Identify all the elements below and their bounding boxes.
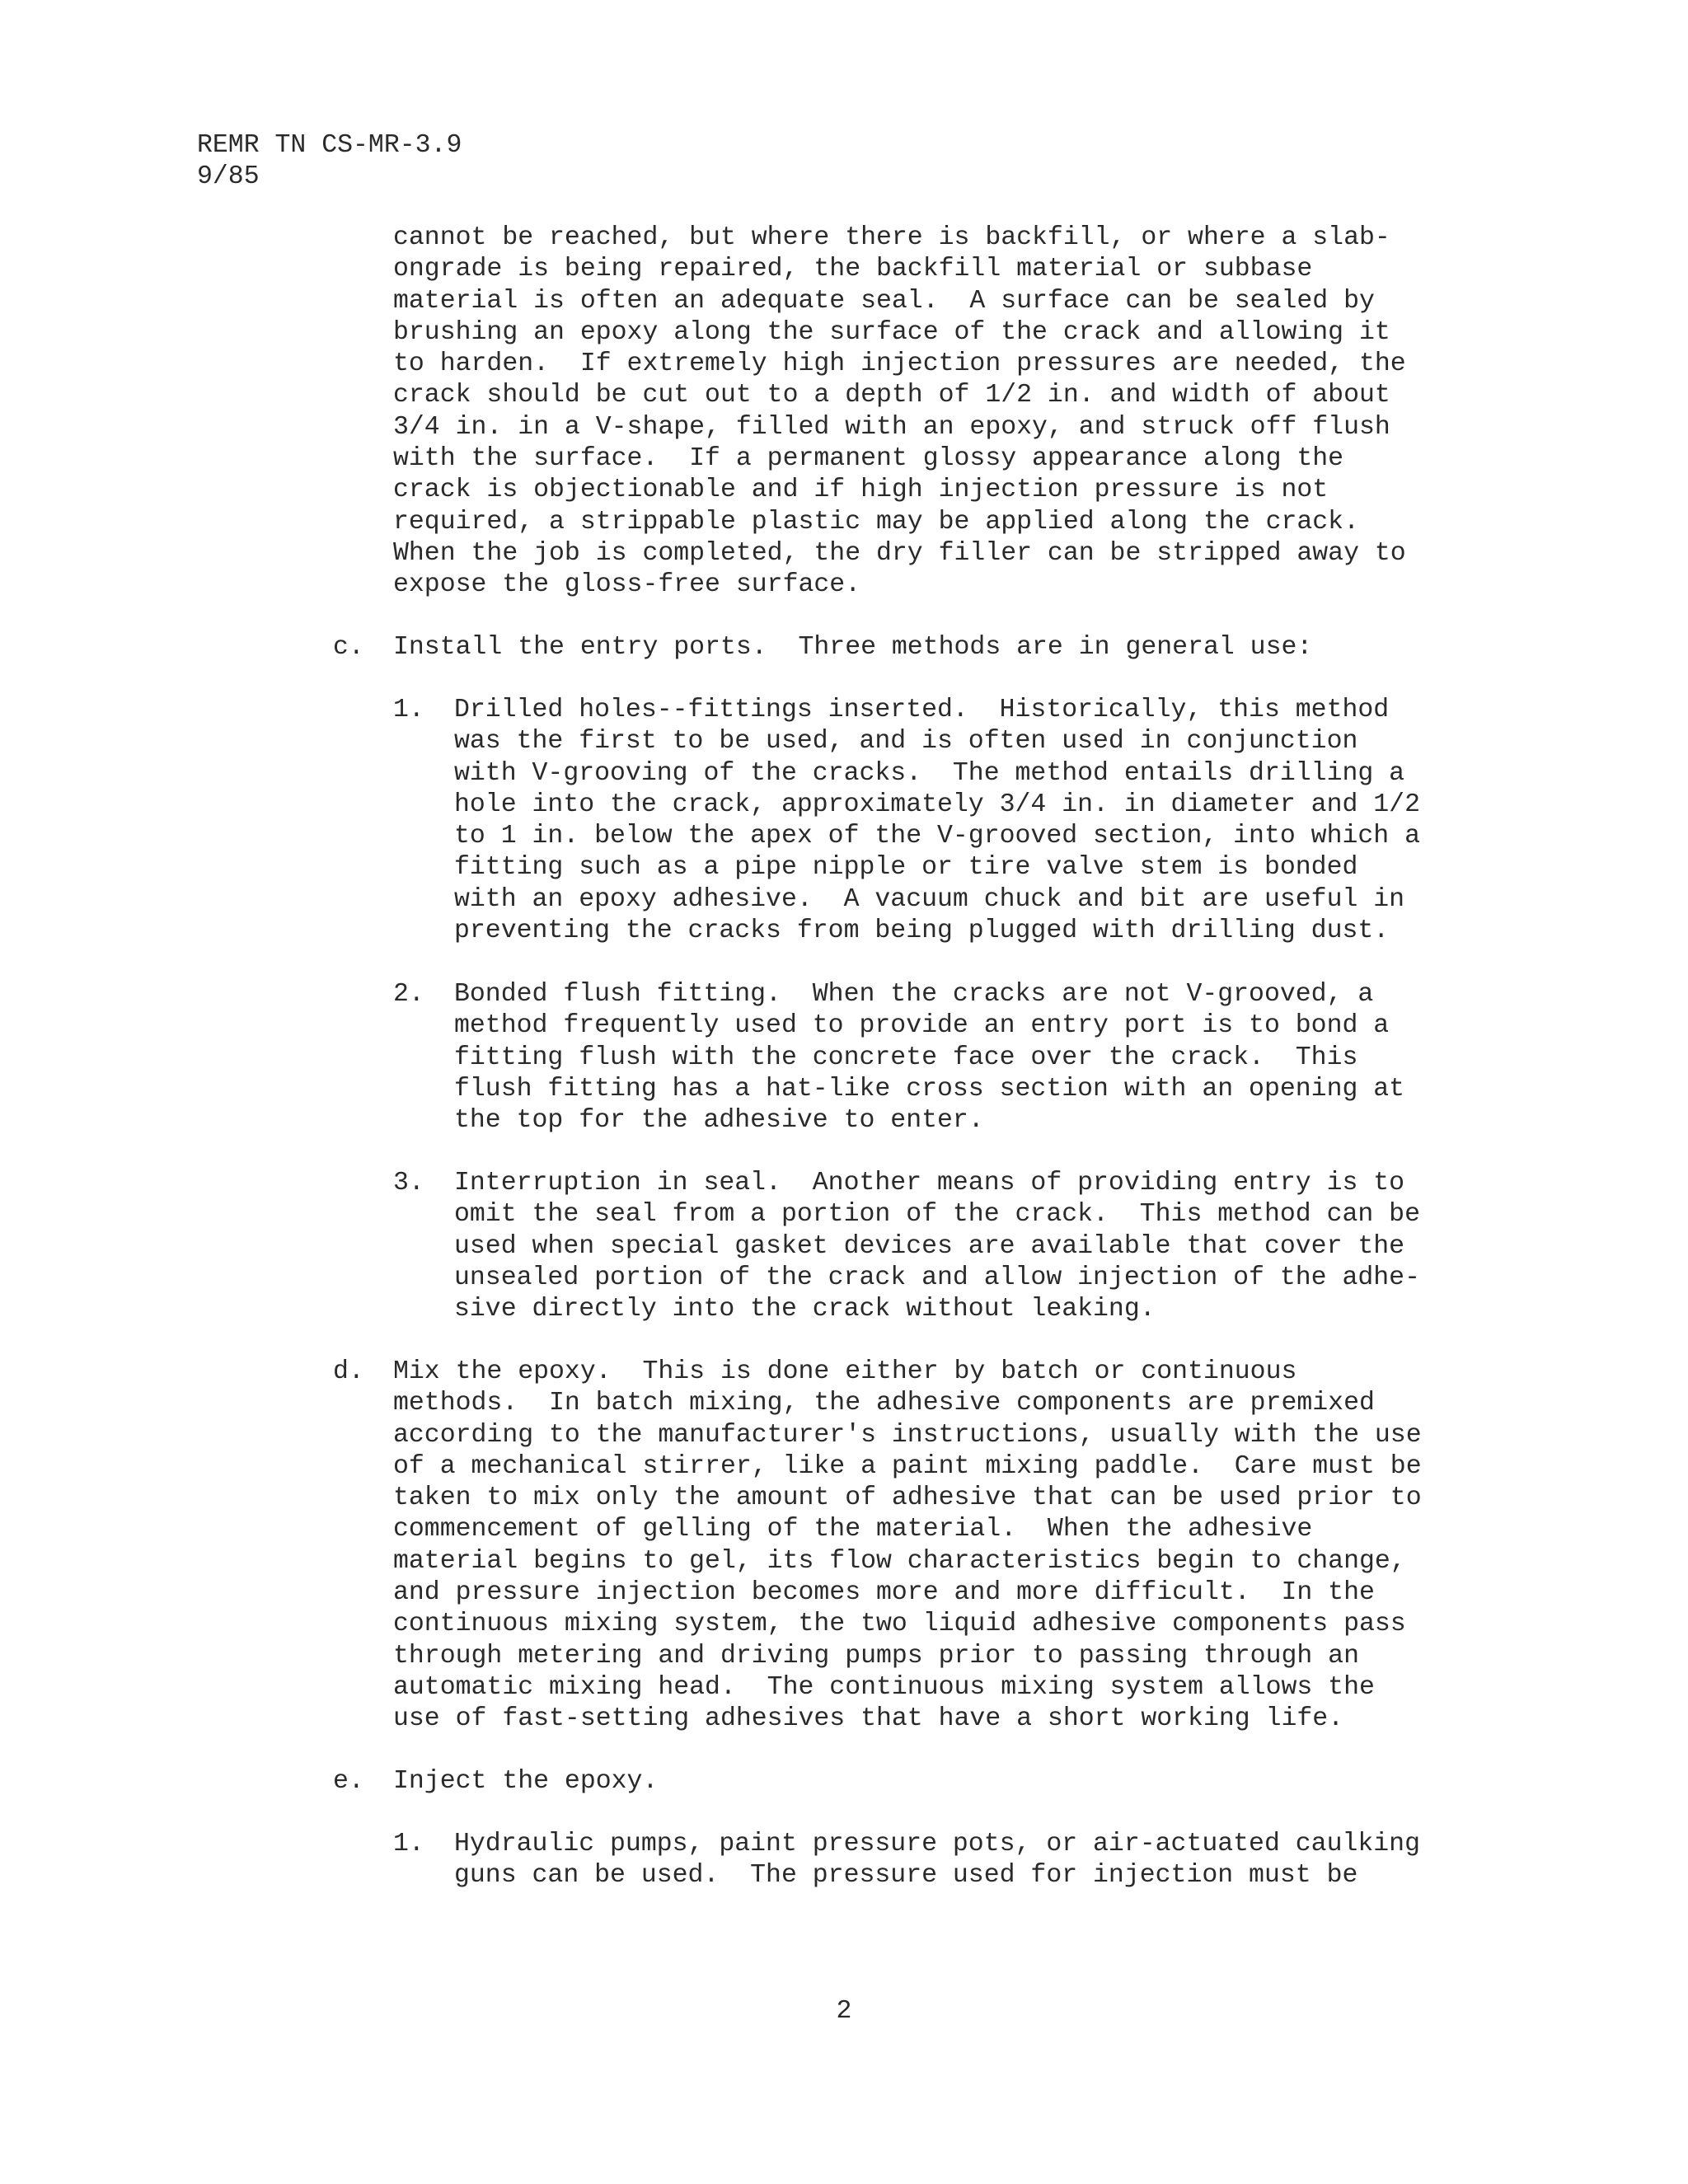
paragraph-line: cannot be reached, but where there is backfill, or where a slab- — [393, 223, 1390, 252]
subitem-line: used when special gasket devices are available that cover the — [454, 1231, 1405, 1261]
document-id: REMR TN CS-MR-3.9 — [197, 131, 462, 160]
subitem-line: sive directly into the crack without leaking. — [454, 1295, 1156, 1324]
paragraph-line: 3/4 in. in a V-shape, filled with an epoxy, and struck off flush — [393, 412, 1390, 442]
step-line: through metering and driving pumps prior to passing through an — [393, 1641, 1359, 1671]
subitem-line: with V-grooving of the cracks. The method entails drilling a — [454, 758, 1405, 788]
paragraph-line: crack is objectionable and if high injection pressure is not — [393, 476, 1329, 505]
paragraph-line: When the job is completed, the dry filler can be stripped away to — [393, 538, 1406, 568]
subitem-line: Interruption in seal. Another means of providing entry is to — [454, 1169, 1405, 1197]
subitem-line: with an epoxy adhesive. A vacuum chuck and bit are useful in — [454, 884, 1405, 914]
subitem-line: fitting such as a pipe nipple or tire valve stem is bonded — [454, 853, 1358, 883]
subitem-line: fitting flush with the concrete face over the crack. This — [454, 1043, 1358, 1072]
subitem-line: Hydraulic pumps, paint pressure pots, or air-actuated caulking — [454, 1830, 1420, 1858]
step-line: and pressure injection becomes more and more difficult. In the — [393, 1578, 1375, 1608]
step-c-sub3-text — [454, 1168, 1420, 1325]
step-line: Install the entry ports. Three methods are in general use: — [393, 633, 1313, 662]
step-e-text — [393, 1766, 658, 1797]
step-c-sub1-label: 1. — [393, 696, 424, 724]
subitem-line: hole into the crack, approximately 3/4 in. in diameter and 1/2 — [454, 790, 1420, 819]
step-line: Inject the epoxy. — [393, 1767, 659, 1796]
page-number: 2 — [836, 1997, 852, 2026]
subitem-line: unsealed portion of the crack and allow injection of the adhe- — [454, 1263, 1420, 1292]
paragraph-line: with the surface. If a permanent glossy appearance along the — [393, 444, 1344, 474]
subitem-line: Bonded flush fitting. When the cracks are not V-grooved, a — [454, 980, 1374, 1009]
step-line: taken to mix only the amount of adhesive that can be used prior to — [393, 1483, 1422, 1513]
step-line: commencement of gelling of the material. When the adhesive — [393, 1515, 1313, 1544]
step-line: of a mechanical stirrer, like a paint mixing paddle. Care must be — [393, 1451, 1422, 1481]
continuation-paragraph — [393, 223, 1406, 602]
subitem-line: omit the seal from a portion of the crack. This method can be — [454, 1200, 1420, 1230]
paragraph-line: required, a strippable plastic may be applied along the crack. — [393, 507, 1359, 537]
step-e-sub1-label: 1. — [393, 1830, 424, 1858]
document-header — [197, 130, 462, 193]
subitem-line: flush fitting has a hat-like cross section with an opening at — [454, 1074, 1405, 1104]
paragraph-line: to harden. If extremely high injection pressures are needed, the — [393, 349, 1406, 379]
paragraph-line: expose the gloss-free surface. — [393, 570, 861, 600]
paragraph-line: brushing an epoxy along the surface of the crack and allowing it — [393, 317, 1390, 347]
subitem-line: the top for the adhesive to enter. — [454, 1106, 984, 1136]
subitem-line: guns can be used. The pressure used for injection must be — [454, 1861, 1358, 1891]
paragraph-line: material is often an adequate seal. A surface can be sealed by — [393, 286, 1375, 316]
step-c-text — [393, 632, 1312, 663]
subitem-line: method frequently used to provide an entry port is to bond a — [454, 1011, 1390, 1041]
step-c-sub3-label: 3. — [393, 1169, 424, 1197]
step-d-text — [393, 1357, 1422, 1736]
step-c-sub2-label: 2. — [393, 980, 424, 1009]
paragraph-line: ongrade is being repaired, the backfill material or subbase — [393, 255, 1313, 284]
step-line: Mix the epoxy. This is done either by batch or continuous — [393, 1357, 1297, 1386]
step-c-sub1-text — [454, 695, 1420, 947]
step-line: material begins to gel, its flow characteristics begin to change, — [393, 1546, 1406, 1576]
step-line: methods. In batch mixing, the adhesive components are premixed — [393, 1389, 1375, 1418]
step-line: use of fast-setting adhesives that have a short working life. — [393, 1704, 1344, 1734]
subitem-line: was the first to be used, and is often used in conjunction — [454, 727, 1358, 757]
subitem-line: Drilled holes--fittings inserted. Historically, this method — [454, 696, 1390, 724]
document-date: 9/85 — [197, 162, 260, 191]
step-d-label: d. — [333, 1357, 364, 1386]
step-e-sub1-text — [454, 1829, 1420, 1892]
step-line: according to the manufacturer's instructions, usually with the use — [393, 1420, 1422, 1450]
step-e-label: e. — [333, 1767, 364, 1796]
step-line: continuous mixing system, the two liquid adhesive components pass — [393, 1610, 1406, 1639]
step-c-label: c. — [333, 633, 364, 662]
subitem-line: preventing the cracks from being plugged with drilling dust. — [454, 916, 1390, 946]
subitem-line: to 1 in. below the apex of the V-grooved section, into which a — [454, 822, 1420, 851]
step-line: automatic mixing head. The continuous mixing system allows the — [393, 1672, 1375, 1702]
paragraph-line: crack should be cut out to a depth of 1/2 in. and width of about — [393, 381, 1390, 410]
step-c-sub2-text — [454, 979, 1404, 1137]
